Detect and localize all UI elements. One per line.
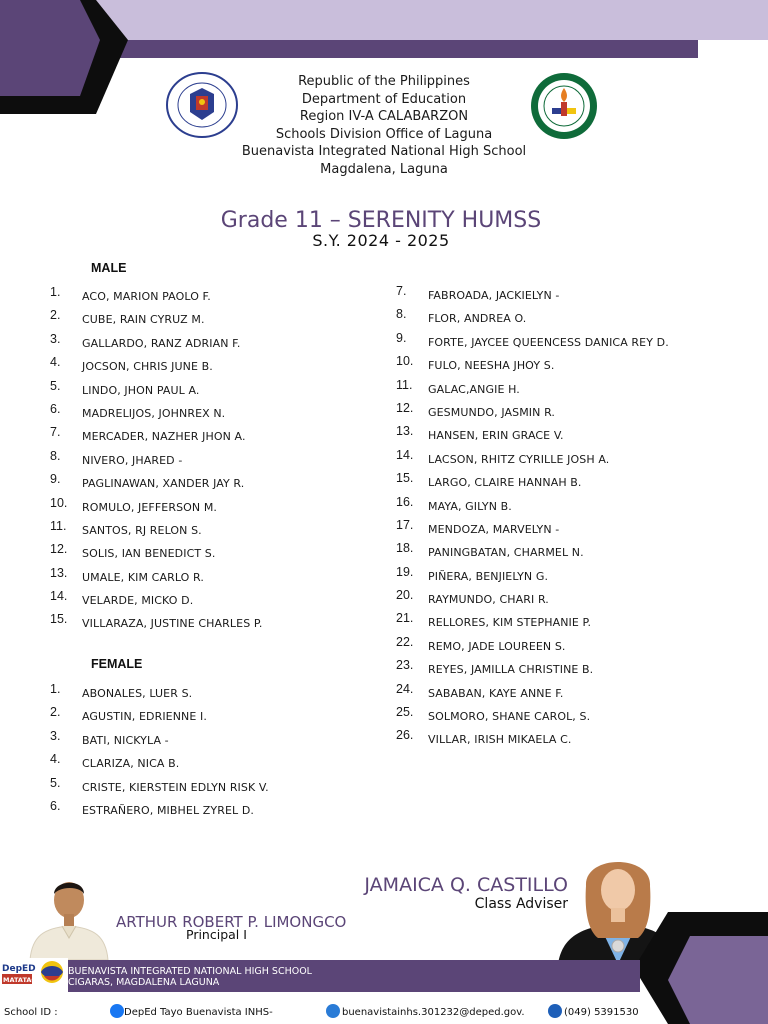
- student-number: 23.: [396, 658, 414, 673]
- student-number: 22.: [396, 634, 414, 649]
- student-number: 4.: [50, 355, 61, 370]
- adviser-role: Class Adviser: [474, 896, 568, 912]
- student-name: MERCADER, NAZHER JHON A.: [82, 430, 246, 444]
- student-name: SANTOS, RJ RELON S.: [82, 523, 202, 537]
- student-name: LARGO, CLAIRE HANNAH B.: [428, 476, 582, 490]
- student-row: [50, 448, 370, 475]
- student-name: GALLARDO, RANZ ADRIAN F.: [82, 336, 241, 350]
- school-year: S.Y. 2024 - 2025: [312, 231, 450, 250]
- student-row: [396, 517, 756, 544]
- student-name: LINDO, JHON PAUL A.: [82, 383, 200, 397]
- header-line: Republic of the Philippines: [298, 74, 470, 89]
- student-row: [50, 495, 370, 522]
- student-name: SOLMORO, SHANE CAROL, S.: [428, 710, 591, 724]
- student-number: 2.: [50, 705, 61, 720]
- student-number: 13.: [50, 565, 68, 580]
- male-student-list: [50, 285, 370, 639]
- student-number: 1.: [50, 682, 61, 696]
- school-id-label: School ID :: [4, 1007, 58, 1018]
- student-row: [396, 658, 756, 684]
- student-name: REMO, JADE LOUREEN S.: [428, 639, 566, 653]
- male-heading: MALE: [91, 261, 127, 275]
- footer-school-address: CIGARAS, MAGDALENA LAGUNA: [68, 977, 220, 988]
- female-student-list-left: [50, 682, 370, 825]
- student-row: [396, 588, 756, 614]
- student-row: [50, 565, 370, 592]
- student-row: [50, 705, 370, 731]
- header-text: [240, 73, 528, 178]
- student-name: LACSON, RHITZ CYRILLE JOSH A.: [428, 452, 610, 466]
- page-title: Grade 11 – SERENITY HUMSS: [220, 208, 542, 233]
- student-name: AGUSTIN, EDRIENNE I.: [82, 710, 207, 724]
- student-row: [396, 728, 756, 754]
- header-line: Department of Education: [301, 91, 467, 107]
- student-number: 6.: [50, 798, 61, 813]
- student-row: [396, 611, 756, 637]
- student-number: 14.: [396, 447, 414, 462]
- student-name: CUBE, RAIN CYRUZ M.: [82, 313, 205, 327]
- student-name: PIÑERA, BENJIELYN G.: [428, 569, 549, 583]
- student-name: VELARDE, MICKO D.: [82, 594, 194, 608]
- student-number: 5.: [50, 775, 61, 790]
- student-name: FABROADA, JACKIELYN -: [428, 289, 560, 302]
- student-row: [396, 447, 756, 474]
- matatag-logo-text: MATATAG: [3, 976, 37, 984]
- student-name: GALAC,ANGIE H.: [428, 382, 520, 396]
- student-number: 25.: [396, 705, 414, 720]
- facebook-link[interactable]: DepEd Tayo Buenavista INHS-: [124, 1007, 273, 1018]
- student-name: VILLAR, IRISH MIKAELA C.: [428, 733, 572, 747]
- student-number: 14.: [50, 589, 68, 604]
- student-row: [50, 752, 370, 778]
- student-row: [396, 681, 756, 708]
- student-row: [50, 775, 370, 802]
- student-name: MADRELIJOS, JOHNREX N.: [82, 406, 226, 420]
- student-number: 11.: [50, 518, 67, 533]
- student-name: ACO, MARION PAOLO F.: [82, 290, 211, 303]
- header-line: Region IV-A CALABARZON: [299, 109, 469, 124]
- student-number: 1.: [50, 285, 61, 299]
- student-number: 3.: [50, 331, 61, 346]
- student-name: PAGLINAWAN, XANDER JAY R.: [82, 477, 245, 491]
- phone-number: (049) 5391530: [564, 1007, 639, 1018]
- school-seal-logo: [528, 72, 600, 140]
- header-line: Magdalena, Laguna: [320, 161, 448, 177]
- student-name: ABONALES, LUER S.: [82, 687, 193, 700]
- student-name: CRISTE, KIERSTEIN EDLYN RISK V.: [82, 780, 269, 794]
- student-row: [50, 518, 370, 545]
- student-number: 21.: [396, 611, 414, 626]
- student-number: 5.: [50, 378, 61, 393]
- principal-role: Principal I: [186, 927, 247, 942]
- student-number: 12.: [50, 542, 68, 557]
- student-row: [396, 377, 756, 404]
- student-row: [396, 564, 756, 591]
- student-name: CLARIZA, NICA B.: [82, 757, 180, 771]
- student-number: 8.: [396, 307, 407, 322]
- student-name: GESMUNDO, JASMIN R.: [428, 405, 556, 419]
- student-row: [396, 307, 756, 333]
- student-number: 19.: [396, 564, 414, 579]
- student-name: VILLARAZA, JUSTINE CHARLES P.: [82, 617, 263, 631]
- student-number: 7.: [50, 425, 61, 440]
- student-number: 7.: [396, 284, 407, 298]
- female-heading: FEMALE: [91, 657, 143, 671]
- student-name: PANINGBATAN, CHARMEL N.: [428, 546, 584, 560]
- header-line: Buenavista Integrated National High School: [241, 144, 527, 159]
- student-row: [396, 634, 756, 661]
- student-row: [396, 400, 756, 427]
- student-row: [50, 728, 370, 755]
- header-line: Schools Division Office of Laguna: [275, 126, 493, 142]
- student-name: RAYMUNDO, CHARI R.: [428, 593, 549, 607]
- student-row: [50, 612, 370, 638]
- student-number: 8.: [50, 448, 61, 463]
- student-number: 24.: [396, 681, 414, 696]
- student-row: [396, 541, 756, 567]
- principal-name: ARTHUR ROBERT P. LIMONGCO: [116, 913, 347, 931]
- student-number: 2.: [50, 308, 61, 323]
- student-row: [396, 471, 756, 497]
- student-number: 17.: [396, 517, 414, 532]
- student-name: HANSEN, ERIN GRACE V.: [428, 429, 564, 443]
- student-row: [50, 331, 370, 358]
- student-name: FORTE, JAYCEE QUEENCESS DANICA REY D.: [428, 335, 669, 349]
- student-row: [50, 285, 370, 311]
- top-hexagon-decoration: [0, 0, 130, 114]
- email-link[interactable]: buenavistainhs.301232@deped.gov.: [342, 1007, 525, 1018]
- student-row: [396, 330, 756, 357]
- student-name: MAYA, GILYN B.: [428, 499, 512, 513]
- student-row: [50, 401, 370, 428]
- student-name: REYES, JAMILLA CHRISTINE B.: [428, 663, 594, 677]
- student-number: 10.: [50, 495, 68, 510]
- student-name: SOLIS, IAN BENEDICT S.: [82, 547, 216, 561]
- student-name: UMALE, KIM CARLO R.: [82, 570, 204, 584]
- adviser-name: JAMAICA Q. CASTILLO: [364, 874, 568, 896]
- student-row: [50, 798, 370, 825]
- student-name: SABABAN, KAYE ANNE F.: [428, 686, 564, 700]
- student-number: 15.: [50, 612, 68, 627]
- facebook-icon: [110, 1004, 124, 1018]
- student-row: [50, 472, 370, 498]
- principal-photo: [28, 868, 110, 960]
- student-number: 6.: [50, 401, 61, 416]
- deped-logo-text: DepED: [2, 964, 36, 974]
- student-number: 9.: [396, 330, 407, 345]
- student-number: 16.: [396, 494, 414, 509]
- student-name: RELLORES, KIM STEPHANIE P.: [428, 616, 592, 630]
- student-number: 13.: [396, 424, 414, 439]
- deped-matatag-logo: [0, 958, 68, 994]
- student-row: [50, 425, 370, 451]
- top-band-dark: [100, 40, 698, 58]
- student-name: NIVERO, JHARED -: [82, 453, 183, 467]
- student-row: [50, 378, 370, 405]
- student-number: 12.: [396, 400, 414, 415]
- footer-school-name: BUENAVISTA INTEGRATED NATIONAL HIGH SCHOOL: [68, 966, 312, 977]
- student-row: [50, 355, 370, 381]
- female-student-list-right: [396, 284, 756, 755]
- footer-logos: [0, 958, 68, 994]
- student-row: [396, 354, 756, 380]
- contact-row: [0, 1002, 768, 1024]
- student-number: 11.: [396, 377, 413, 392]
- student-row: [50, 589, 370, 615]
- deped-seal-logo: [166, 72, 238, 138]
- student-name: BATI, NICKYLA -: [82, 733, 169, 747]
- student-number: 15.: [396, 471, 414, 486]
- student-number: 26.: [396, 728, 414, 743]
- student-number: 4.: [50, 752, 61, 767]
- student-number: 3.: [50, 728, 61, 743]
- student-row: [50, 542, 370, 568]
- student-row: [396, 494, 756, 521]
- student-row: [396, 284, 756, 310]
- student-number: 18.: [396, 541, 414, 556]
- email-icon: [326, 1004, 340, 1018]
- student-number: 10.: [396, 354, 414, 369]
- student-name: FULO, NEESHA JHOY S.: [428, 359, 555, 373]
- student-number: 9.: [50, 472, 61, 487]
- student-name: ESTRAÑERO, MIBHEL ZYREL D.: [82, 803, 255, 817]
- student-row: [50, 682, 370, 708]
- student-number: 20.: [396, 588, 414, 603]
- footer-school-info: [68, 966, 468, 988]
- student-name: FLOR, ANDREA O.: [428, 312, 527, 326]
- student-name: ROMULO, JEFFERSON M.: [82, 500, 218, 514]
- student-row: [396, 705, 756, 731]
- student-name: JOCSON, CHRIS JUNE B.: [82, 360, 213, 374]
- student-row: [396, 424, 756, 450]
- student-row: [50, 308, 370, 334]
- phone-icon: [548, 1004, 562, 1018]
- student-name: MENDOZA, MARVELYN -: [428, 522, 560, 536]
